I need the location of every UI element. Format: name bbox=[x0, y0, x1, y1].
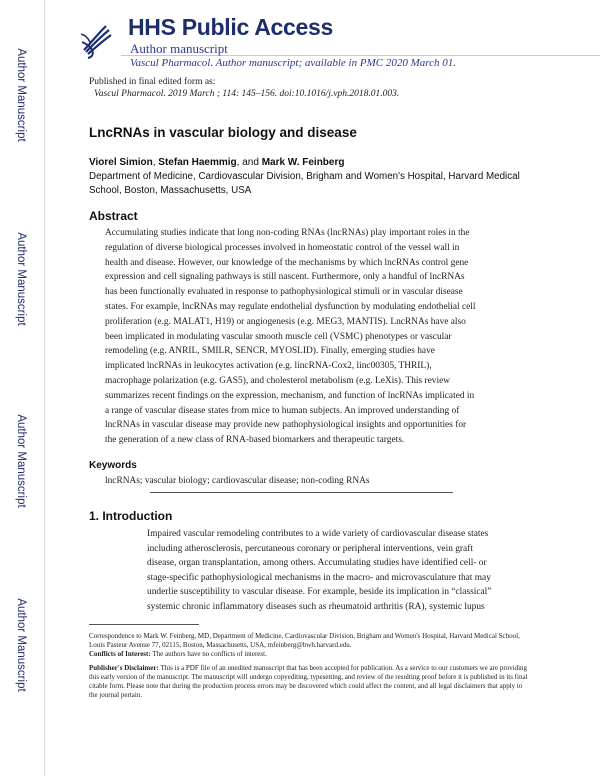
intro-line: stage-specific pathophysiological mechanisms in the macro- and microvasculature that may bbox=[147, 572, 491, 583]
author-list: Viorel Simion, Stefan Haemmig, and Mark W. Feinberg bbox=[89, 157, 345, 168]
footnote-divider bbox=[89, 624, 199, 625]
intro-line: underlie susceptibility to vascular disease. For example, beside its implication in “classical” bbox=[147, 587, 492, 598]
hhs-public-access-title: HHS Public Access bbox=[128, 14, 333, 40]
abstract-line: remodeling (e.g. ANRIL, SMILR, SENCR, MYOSLID). Finally, emerging studies have bbox=[105, 346, 435, 357]
section-divider bbox=[150, 492, 453, 493]
abstract-line: proliferation (e.g. MALAT1, H19) or angiogenesis (e.g. MEG3, MANTIS). LncRNAs have also bbox=[105, 316, 466, 327]
abstract-line: has been functionally evaluated in response to pathophysiological stimuli or in vascular disease bbox=[105, 287, 463, 298]
introduction-body bbox=[147, 527, 522, 615]
abstract-line: health and disease. However, our knowledge of the mechanisms by which lncRNAs control gene bbox=[105, 257, 469, 268]
conflicts-note: Conflicts of Interest: The authors have no conflicts of interest. bbox=[89, 650, 267, 659]
hhs-eagle-logo-icon bbox=[76, 20, 116, 60]
abstract-line: a range of vascular disease states from mice to human subjects. An improved understanding of bbox=[105, 405, 460, 416]
abstract-line: states. For example, lncRNAs may regulate endothelial dysfunction by modulating endothelial cell bbox=[105, 301, 476, 312]
side-label-1: Author Manuscript bbox=[15, 48, 27, 142]
intro-line: including atherosclerosis, percutaneous coronary or peripheral interventions, vein graft bbox=[147, 543, 473, 554]
side-label-4: Author Manuscript bbox=[15, 598, 27, 692]
intro-line: Impaired vascular remodeling contributes to a wide variety of cardiovascular disease states bbox=[147, 529, 489, 539]
abstract-line: expression and cell signaling pathways is still nascent. Furthermore, only a handful of lncRNAs bbox=[105, 272, 465, 283]
publisher-disclaimer: Publisher's Disclaimer: This is a PDF file of an unedited manuscript that has been accepted for publication. As a service to our customers we are providing this early version of the manuscript. The manuscript will undergo copyediting, typesetting, and review of the resulting proof before it is published in its final citable form. Please note that during the production process errors may be discovered which could affect the content, and all legal disclaimers that apply to the journal pertain. bbox=[89, 663, 528, 700]
side-label-3: Author Manuscript bbox=[15, 414, 27, 508]
abstract-line: macrophage polarization (e.g. GAS5), and cholesterol metabolism (e.g. LeXis). This review bbox=[105, 375, 451, 386]
abstract-line: lncRNAs in vascular disease may provide new pathophysiological insights and opportunities for bbox=[105, 420, 467, 431]
abstract-line: implicated lncRNAs in leukocytes activation (e.g. lincRNA-Cox2, linc00305, THRIL), bbox=[105, 361, 432, 372]
abstract-line: summarizes recent findings on the expression, mechanism, and function of lncRNAs implicated in bbox=[105, 390, 475, 401]
abstract-body bbox=[105, 226, 530, 448]
abstract-line: been implicated in modulating vascular smooth muscle cell (VSMC) phenotypes or vascular bbox=[105, 331, 452, 342]
introduction-heading: 1. Introduction bbox=[89, 509, 173, 523]
intro-line: disease, organ transplantation, among others. Accumulating studies have identified cell- or bbox=[147, 558, 487, 569]
author-name: Viorel Simion bbox=[89, 157, 153, 168]
side-label-2: Author Manuscript bbox=[15, 232, 27, 326]
author-name: Stefan Haemmig bbox=[158, 157, 237, 168]
correspondence-note: Correspondence to Mark W. Feinberg, MD, Department of Medicine, Cardiovascular Division, Brigham and Women's Hospital, Harvard Medical School, Louis Pasteur Avenue 77, 02115, Boston, Massachusetts, USA, mfeinberg@bwh.harvard.edu. bbox=[89, 632, 520, 650]
abstract-line: regulation of diverse biological processes involved in homeostatic control of the vessel wall in bbox=[105, 242, 460, 253]
abstract-heading: Abstract bbox=[89, 209, 138, 223]
paper-title: LncRNAs in vascular biology and disease bbox=[89, 125, 357, 140]
published-citation: Vascul Pharmacol. 2019 March ; 114: 145–156. doi:10.1016/j.vph.2018.01.003. bbox=[94, 89, 400, 99]
journal-availability-line: Vascul Pharmacol. Author manuscript; available in PMC 2020 March 01. bbox=[130, 57, 456, 69]
abstract-line: Accumulating studies indicate that long non-coding RNAs (lncRNAs) play important roles in the bbox=[105, 228, 470, 238]
left-margin-rule bbox=[44, 0, 45, 776]
author-affiliation: Department of Medicine, Cardiovascular Division, Brigham and Women's Hospital, Harvard Medical School, Boston, Massachusetts, USA bbox=[89, 171, 520, 196]
footnotes bbox=[89, 632, 529, 700]
abstract-line: the generation of a new class of RNA-based biomarkers and therapeutic targets. bbox=[105, 435, 405, 446]
keywords-heading: Keywords bbox=[89, 460, 137, 471]
published-label: Published in final edited form as: bbox=[89, 77, 216, 87]
keywords-text: lncRNAs; vascular biology; cardiovascular disease; non-coding RNAs bbox=[105, 476, 370, 486]
author-manuscript-label: Author manuscript bbox=[130, 41, 228, 56]
author-name: Mark W. Feinberg bbox=[261, 157, 345, 168]
intro-line: systemic chronic inflammatory diseases such as rheumatoid arthritis (RA), systemic lupus bbox=[147, 601, 485, 612]
